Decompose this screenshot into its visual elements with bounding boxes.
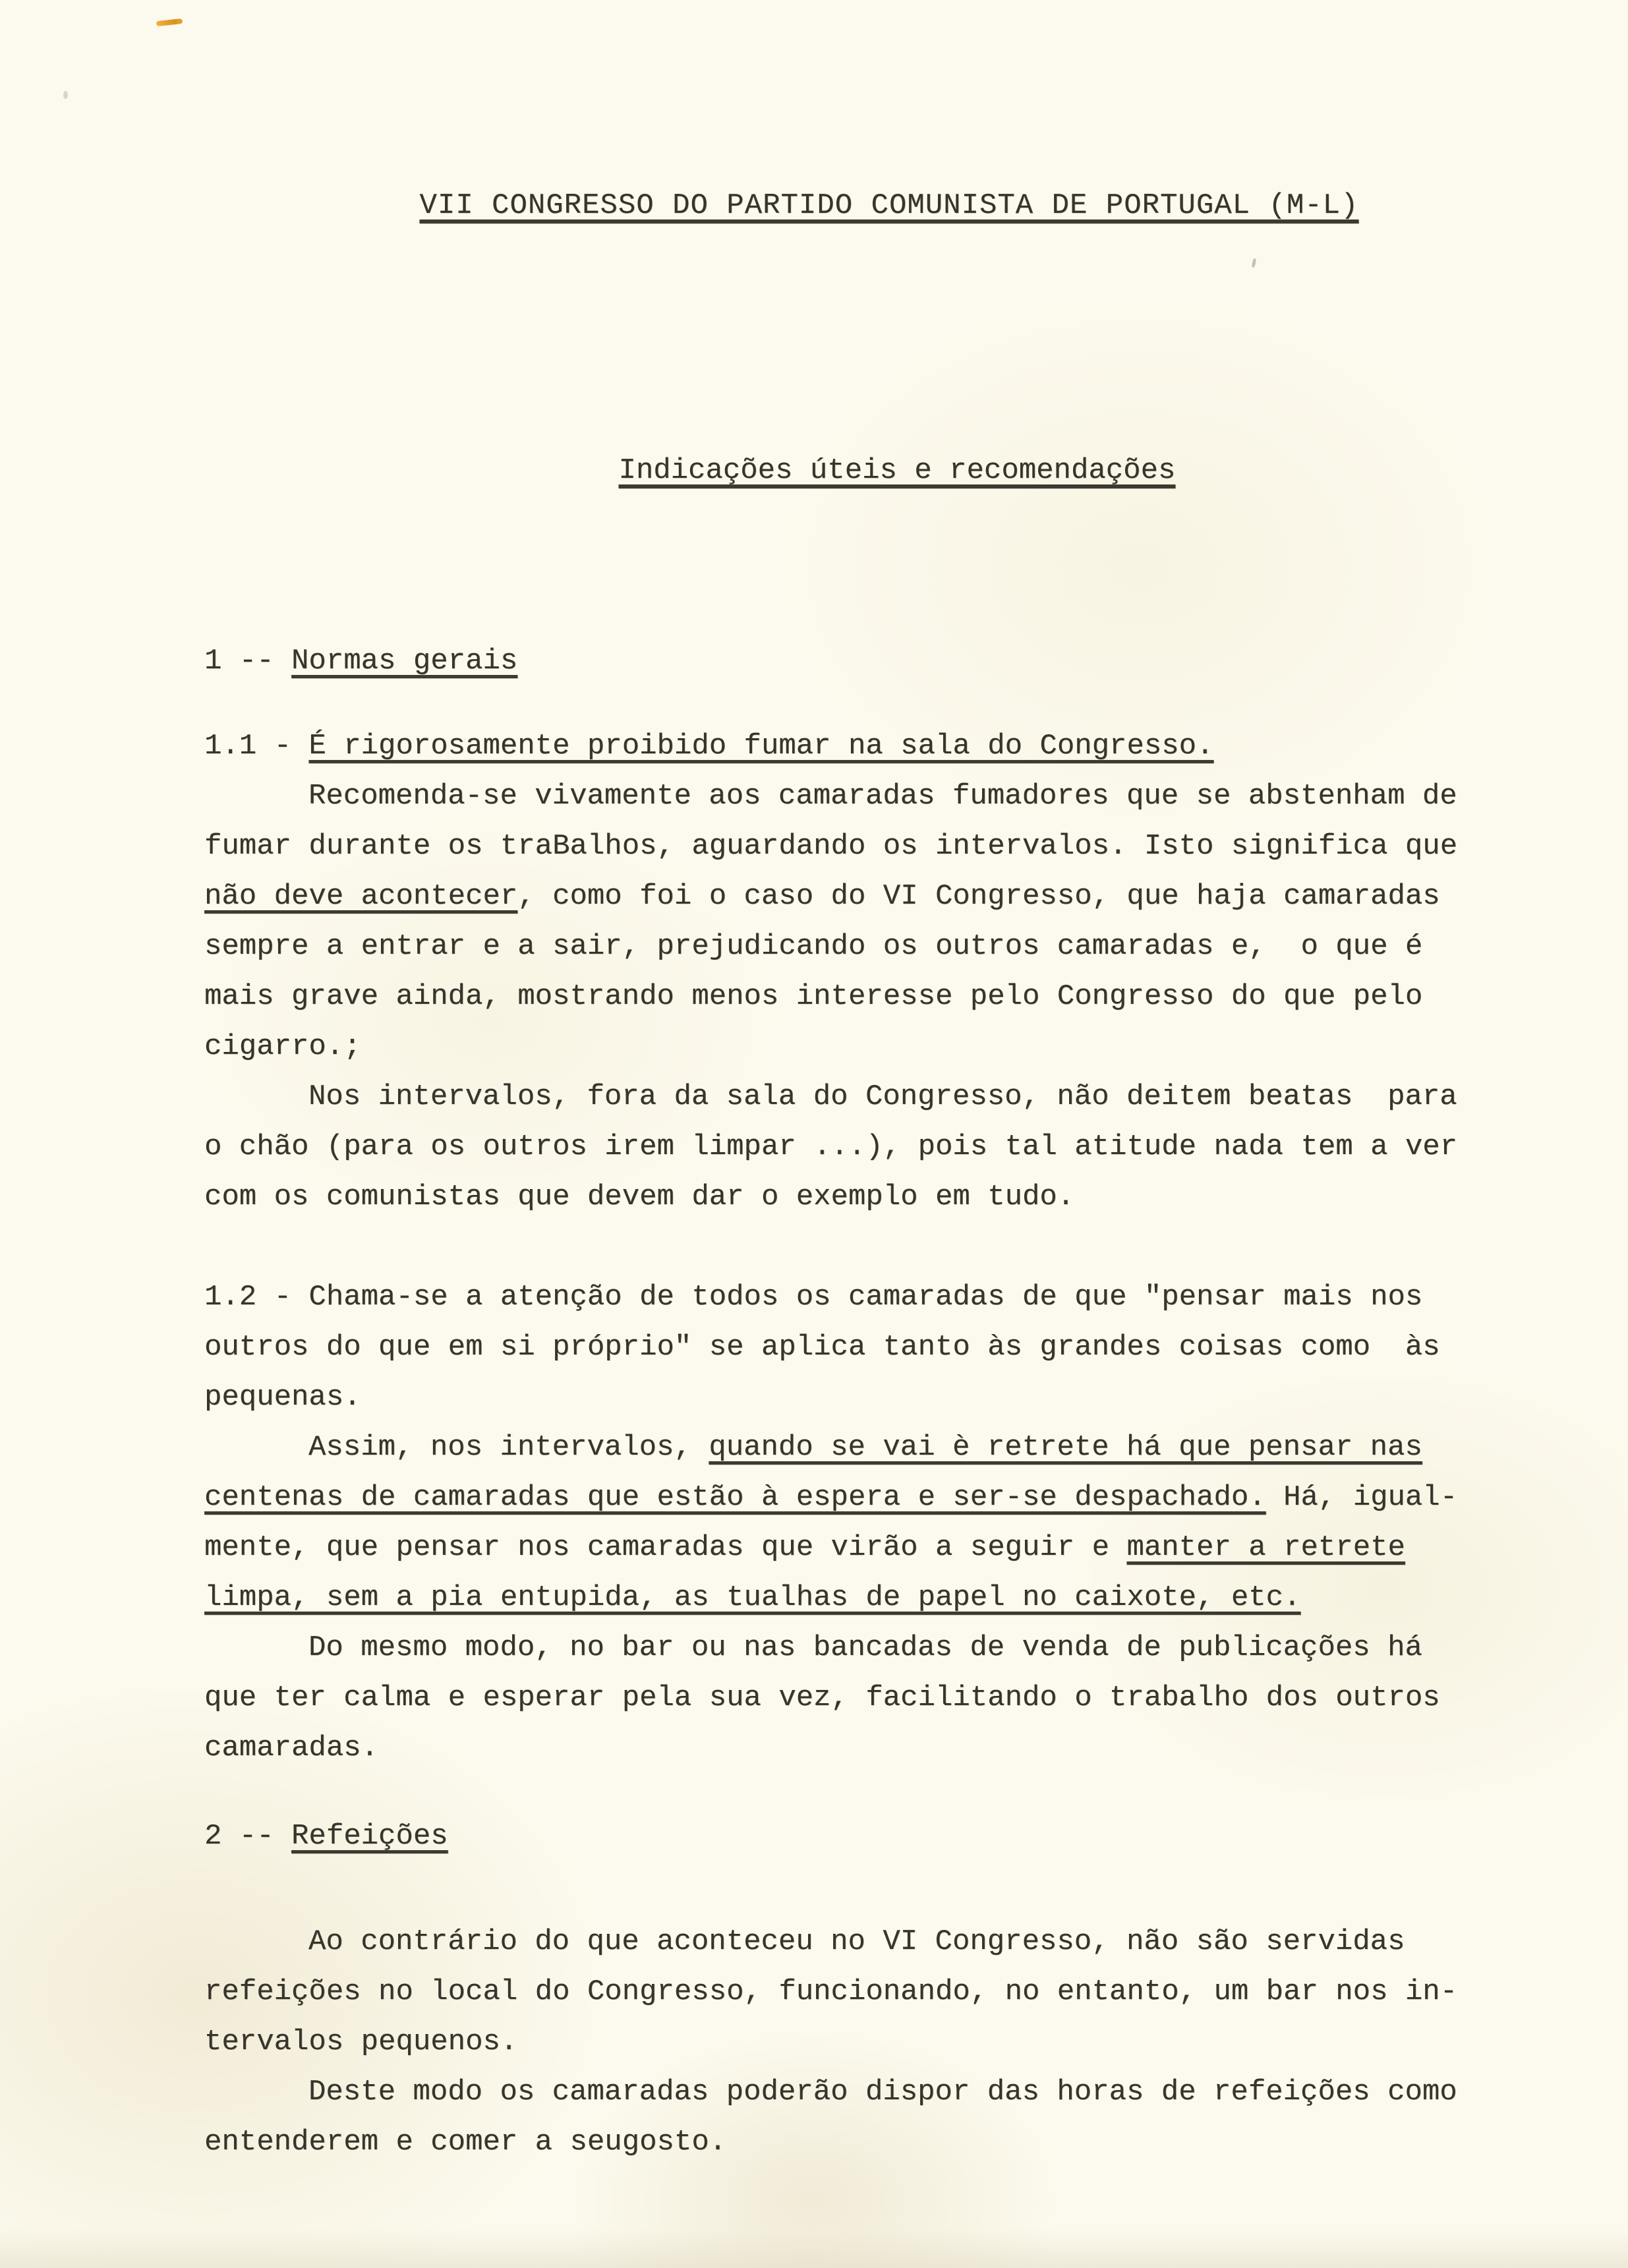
text-segment: , como foi o caso do VI Congresso, que haja camaradas xyxy=(517,880,1440,913)
text-segment: Ao contrário do que aconteceu no VI Congresso, não são servidas xyxy=(308,1925,1405,1958)
document-body xyxy=(204,636,1463,2167)
paragraph-line xyxy=(204,1172,1463,1222)
paragraph-line xyxy=(204,2067,1463,2117)
document-title xyxy=(311,131,1463,281)
paragraph-line xyxy=(204,921,1463,972)
paragraph-line xyxy=(204,1372,1463,1422)
document-content xyxy=(0,131,1628,2167)
text-segment: com os comunistas que devem dar o exemplo em tudo. xyxy=(204,1180,1075,1213)
paragraph-line xyxy=(204,972,1463,1022)
clause-1-1-heading xyxy=(204,721,1463,771)
document-subtitle-text: Indicações úteis e recomendações xyxy=(618,454,1176,487)
text-segment: 1 -- xyxy=(204,645,292,678)
underlined-text-segment: manter a retrete xyxy=(1126,1531,1405,1564)
text-segment: entenderem e comer a seugosto. xyxy=(204,2126,727,2159)
paragraph-line xyxy=(204,1573,1463,1623)
text-segment: mente, que pensar nos camaradas que virão a seguir e xyxy=(204,1531,1127,1564)
text-segment: pequenas. xyxy=(204,1381,361,1414)
paragraph-line xyxy=(204,771,1463,821)
text-segment: Assim, nos intervalos, xyxy=(308,1431,709,1464)
paragraph-line xyxy=(204,1322,1463,1372)
text-segment: fumar durante os traBalhos, aguardando os intervalos. Isto significa que xyxy=(204,830,1458,863)
paragraph-line xyxy=(204,1472,1463,1523)
underlined-text-segment: centenas de camaradas que estão à espera e ser-se despachado. xyxy=(204,1481,1266,1514)
underlined-text-segment: quando se vai è retrete há que pensar nas xyxy=(709,1431,1422,1464)
text-segment: o chão (para os outros irem limpar ...), pois tal atitude nada tem a ver xyxy=(204,1130,1458,1163)
text-segment: 1.2 - Chama-se a atenção de todos os camaradas de que "pensar mais nos xyxy=(204,1281,1423,1314)
paragraph-line xyxy=(204,1723,1463,1773)
underlined-text-segment: não deve acontecer xyxy=(204,880,518,913)
paragraph-line xyxy=(204,871,1463,921)
paragraph-line xyxy=(204,1967,1463,2017)
text-segment: cigarro.; xyxy=(204,1030,361,1063)
underlined-text-segment: É rigorosamente proibido fumar na sala do Congresso. xyxy=(308,730,1214,763)
paragraph-line xyxy=(204,1917,1463,1967)
underlined-text-segment: limpa, sem a pia entupida, as tualhas de papel no caixote, etc. xyxy=(204,1581,1301,1614)
paragraph-line xyxy=(204,2017,1463,2067)
text-segment: que ter calma e esperar pela sua vez, facilitando o trabalho dos outros xyxy=(204,1681,1440,1714)
document-title-text: VII CONGRESSO DO PARTIDO COMUNISTA DE PORTUGAL (M-L) xyxy=(419,189,1359,222)
paragraph-line xyxy=(204,1022,1463,1072)
document-subtitle xyxy=(514,395,1463,546)
pen-mark xyxy=(156,18,183,26)
paper-speck xyxy=(63,91,68,99)
text-segment: 2 -- xyxy=(204,1820,292,1853)
paragraph-line xyxy=(204,1422,1463,1472)
text-segment: tervalos pequenos. xyxy=(204,2025,518,2058)
paragraph-line xyxy=(204,1623,1463,1673)
text-segment: Nos intervalos, fora da sala do Congresso, não deitem beatas para xyxy=(308,1080,1457,1113)
text-segment: camaradas. xyxy=(204,1731,379,1764)
clause-1-2-heading xyxy=(204,1272,1463,1322)
paragraph-line xyxy=(204,2117,1463,2167)
underlined-text-segment: Normas gerais xyxy=(291,645,518,678)
paragraph-line xyxy=(204,1122,1463,1172)
text-segment: outros do que em si próprio" se aplica tanto às grandes coisas como às xyxy=(204,1331,1440,1364)
text-segment: refeições no local do Congresso, funcionando, no entanto, um bar nos in- xyxy=(204,1975,1458,2008)
text-segment: sempre a entrar e a sair, prejudicando os outros camaradas e, o que é xyxy=(204,930,1423,963)
text-segment: Há, igual- xyxy=(1265,1481,1458,1514)
paragraph-line xyxy=(204,1523,1463,1573)
section-1-heading xyxy=(204,636,1463,686)
text-segment: Do mesmo modo, no bar ou nas bancadas de venda de publicações há xyxy=(308,1631,1422,1664)
text-segment: 1.1 - xyxy=(204,730,309,763)
text-segment: Deste modo os camaradas poderão dispor das horas de refeições como xyxy=(308,2076,1457,2108)
paragraph-line xyxy=(204,1072,1463,1122)
text-segment: mais grave ainda, mostrando menos interesse pelo Congresso do que pelo xyxy=(204,980,1423,1013)
section-2-heading xyxy=(204,1811,1463,1861)
text-segment: Recomenda-se vivamente aos camaradas fumadores que se abstenham de xyxy=(308,780,1457,813)
paragraph-line xyxy=(204,821,1463,871)
paragraph-line xyxy=(204,1673,1463,1723)
underlined-text-segment: Refeições xyxy=(291,1820,448,1853)
